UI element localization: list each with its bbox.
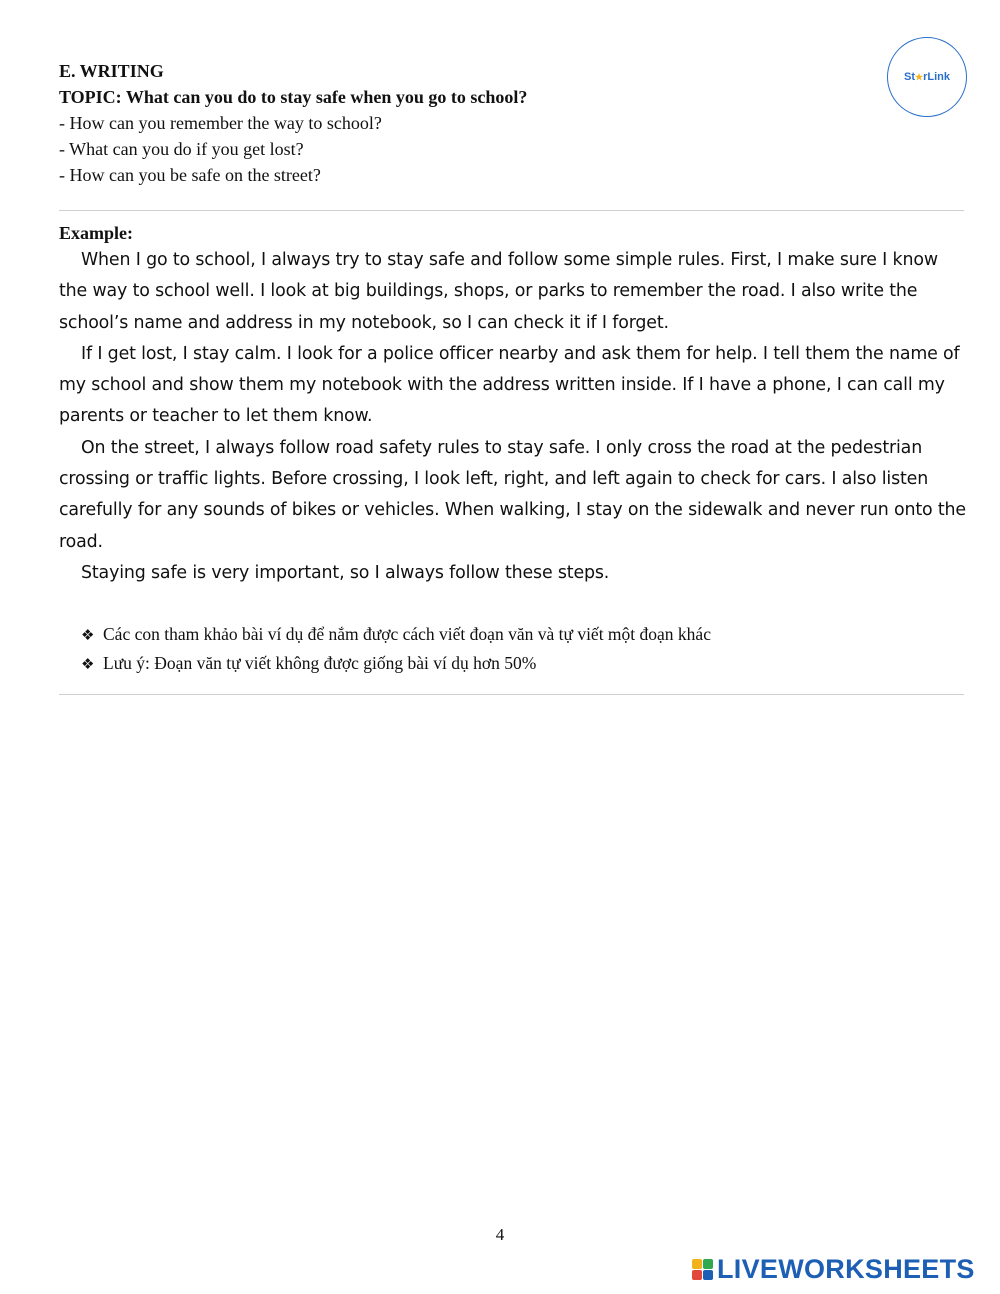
guiding-question: - How can you be safe on the street? <box>59 165 321 185</box>
logo-text-start: St <box>904 71 915 83</box>
note-item <box>81 620 711 649</box>
note-text: Lưu ý: Đoạn văn tự viết không được giống bài ví dụ hơn 50% <box>103 653 537 673</box>
logo-text-end: rLink <box>923 71 950 83</box>
liveworksheets-logo-icon <box>692 1259 713 1280</box>
logo-square <box>703 1270 713 1280</box>
guiding-question: - What can you do if you get lost? <box>59 139 304 159</box>
section-heading: E. WRITING <box>59 61 164 81</box>
example-label: Example: <box>59 223 133 243</box>
starlink-logo <box>887 37 967 117</box>
guiding-question: - How can you remember the way to school? <box>59 113 382 133</box>
diamond-bullet-icon: ❖ <box>81 626 95 644</box>
divider-bottom <box>59 694 964 695</box>
essay-paragraph: If I get lost, I stay calm. I look for a police officer nearby and ask them for help. I tell them the name of my school and show them my notebook with the address written inside. If I have a phone, I can call my parents or teacher to let them know. <box>59 343 960 427</box>
diamond-bullet-icon: ❖ <box>81 655 95 673</box>
liveworksheets-brand[interactable] <box>692 1254 975 1284</box>
brand-name: LIVEWORKSHEETS <box>717 1254 975 1284</box>
essay-paragraph: When I go to school, I always try to stay safe and follow some simple rules. First, I make sure I know the way to school well. I look at big buildings, shops, or parks to remember the road. I also write the school’s name and address in my notebook, so I can check it if I forget. <box>59 250 938 333</box>
writing-topic: TOPIC: What can you do to stay safe when you go to school? <box>59 87 528 107</box>
page-number: 4 <box>495 1225 505 1244</box>
note-item <box>81 649 711 678</box>
logo-square <box>703 1259 713 1269</box>
essay-paragraph: On the street, I always follow road safety rules to stay safe. I only cross the road at the pedestrian crossing or traffic lights. Before crossing, I look left, right, and left again to check for cars. I also listen carefully for any sounds of bikes or vehicles. When walking, I stay on the sidewalk and never run onto the road. <box>59 437 966 552</box>
logo-square <box>692 1270 702 1280</box>
essay-paragraph: Staying safe is very important, so I always follow these steps. <box>81 562 610 583</box>
divider-top <box>59 210 964 211</box>
instruction-notes <box>81 620 711 678</box>
note-text: Các con tham khảo bài ví dụ để nắm được cách viết đoạn văn và tự viết một đoạn khác <box>103 624 711 644</box>
example-essay <box>59 245 969 589</box>
star-icon: ★ <box>915 71 924 82</box>
logo-square <box>692 1259 702 1269</box>
